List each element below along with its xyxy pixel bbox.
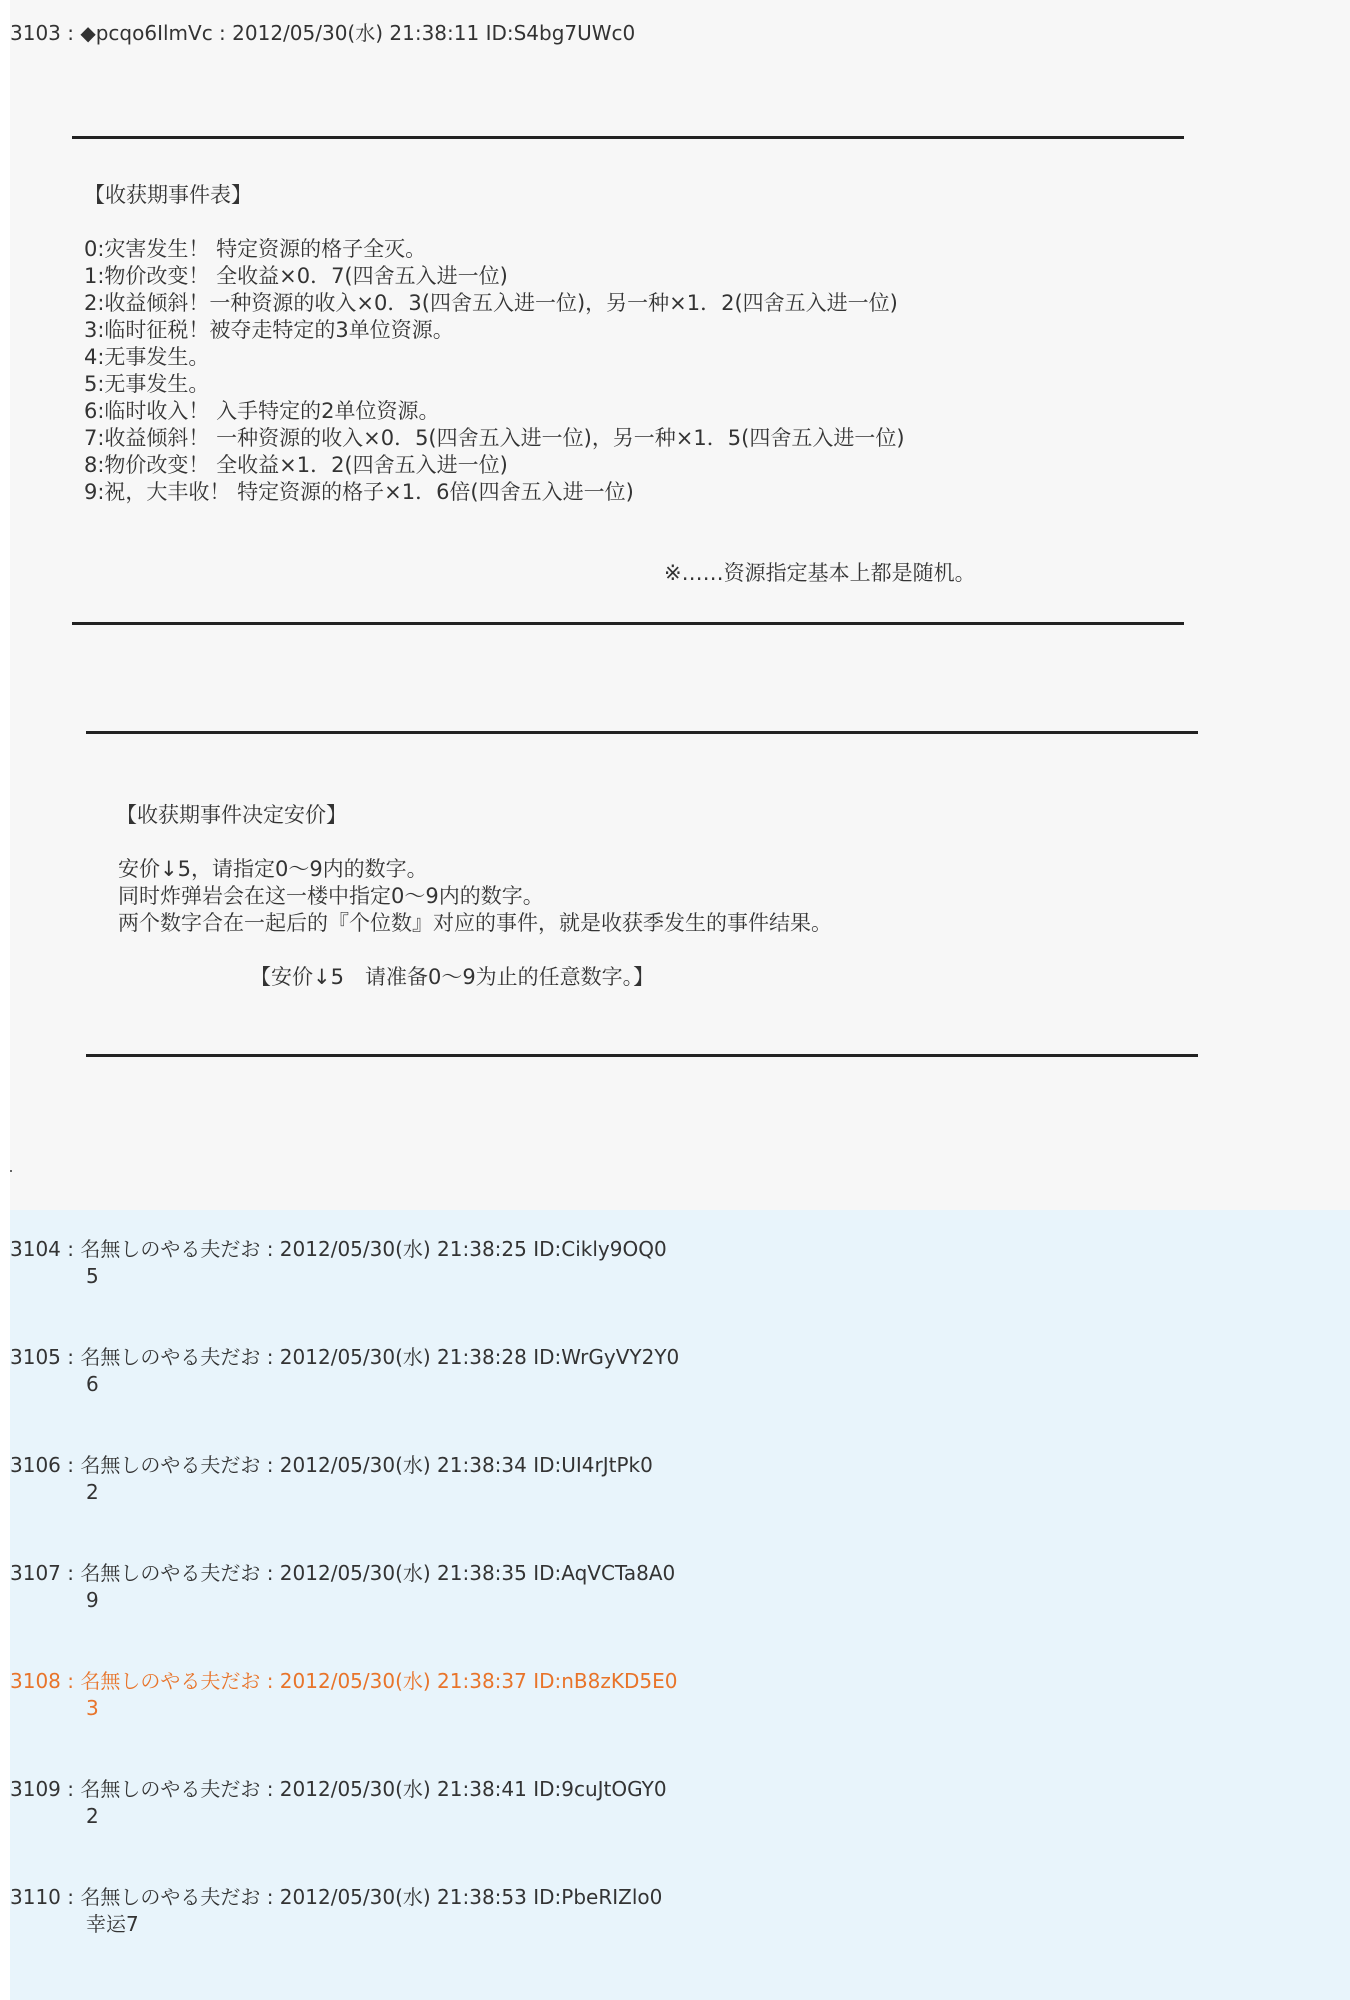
- event-item: 1:物价改变！ 全收益×0．7(四舍五入进一位): [84, 264, 508, 288]
- divider-line: [72, 622, 1184, 625]
- post-header: 3103 : ◆pcqo6IlmVc : 2012/05/30(水) 21:38:11 ID:S4bg7UWc0: [10, 21, 636, 45]
- reply-text: 2: [86, 1480, 99, 1504]
- event-table-title: 【收获期事件表】: [84, 183, 252, 207]
- event-item: 3:临时征税！被夺走特定的3单位资源。: [84, 318, 454, 342]
- reply-header: 3105 : 名無しのやる夫だお : 2012/05/30(水) 21:38:28 ID:WrGyVY2Y0: [10, 1345, 680, 1369]
- instruction-line: 安价↓5，请指定0～9内的数字。: [118, 857, 428, 881]
- event-item: 7:收益倾斜！ 一种资源的收入×0．5(四舍五入进一位)，另一种×1．5(四舍五入进一位): [84, 426, 905, 450]
- reply-header: 3107 : 名無しのやる夫だお : 2012/05/30(水) 21:38:35 ID:AqVCTa8A0: [10, 1561, 676, 1585]
- reply-text: 6: [86, 1372, 99, 1396]
- event-item: 9:祝，大丰收！ 特定资源的格子×1．6倍(四舍五入进一位): [84, 480, 634, 504]
- reply-header: 3104 : 名無しのやる夫だお : 2012/05/30(水) 21:38:25 ID:Cikly9OQ0: [10, 1237, 667, 1261]
- instruction-line: 同时炸弹岩会在这一楼中指定0～9内的数字。: [118, 884, 544, 908]
- random-note: ※……资源指定基本上都是随机。: [664, 561, 976, 585]
- anchor-prompt: 【安价↓5 请准备0～9为止的任意数字。】: [250, 965, 655, 989]
- event-item: 6:临时收入！ 入手特定的2单位资源。: [84, 399, 440, 423]
- event-item: 4:无事发生。: [84, 345, 210, 369]
- reply-text: 5: [86, 1264, 99, 1288]
- event-item: 8:物价改变！ 全收益×1．2(四舍五入进一位): [84, 453, 508, 477]
- op-post: [10, 0, 1350, 1210]
- reply-header: 3110 : 名無しのやる夫だお : 2012/05/30(水) 21:38:53 ID:PbeRIZlo0: [10, 1885, 663, 1909]
- instruction-line: 两个数字合在一起后的『个位数』对应的事件，就是收获季发生的事件结果。: [118, 911, 832, 935]
- divider-line: [86, 1054, 1198, 1057]
- divider-line: [72, 136, 1184, 139]
- reply-header: 3109 : 名無しのやる夫だお : 2012/05/30(水) 21:38:41 ID:9cuJtOGY0: [10, 1777, 667, 1801]
- anchor-title: 【收获期事件决定安价】: [116, 803, 347, 827]
- event-item: 2:收益倾斜！一种资源的收入×0．3(四舍五入进一位)，另一种×1．2(四舍五入进一位): [84, 291, 898, 315]
- reply-text: 3: [86, 1696, 99, 1720]
- anchor-instructions: [118, 856, 832, 937]
- reply-text: 2: [86, 1804, 99, 1828]
- replies-list: [10, 1210, 1350, 2000]
- reply-text: 幸运7: [86, 1912, 139, 1936]
- divider-line: [86, 731, 1198, 734]
- event-item: 0:灾害发生！ 特定资源的格子全灭。: [84, 237, 427, 261]
- reply-text: 9: [86, 1588, 99, 1612]
- event-item: 5:无事发生。: [84, 372, 210, 396]
- reply-header: 3106 : 名無しのやる夫だお : 2012/05/30(水) 21:38:34 ID:UI4rJtPk0: [10, 1453, 653, 1477]
- event-list: [84, 236, 905, 506]
- reply-header: 3108 : 名無しのやる夫だお : 2012/05/30(水) 21:38:37 ID:nB8zKD5E0: [10, 1669, 678, 1693]
- stray-dot: [10, 1170, 12, 1172]
